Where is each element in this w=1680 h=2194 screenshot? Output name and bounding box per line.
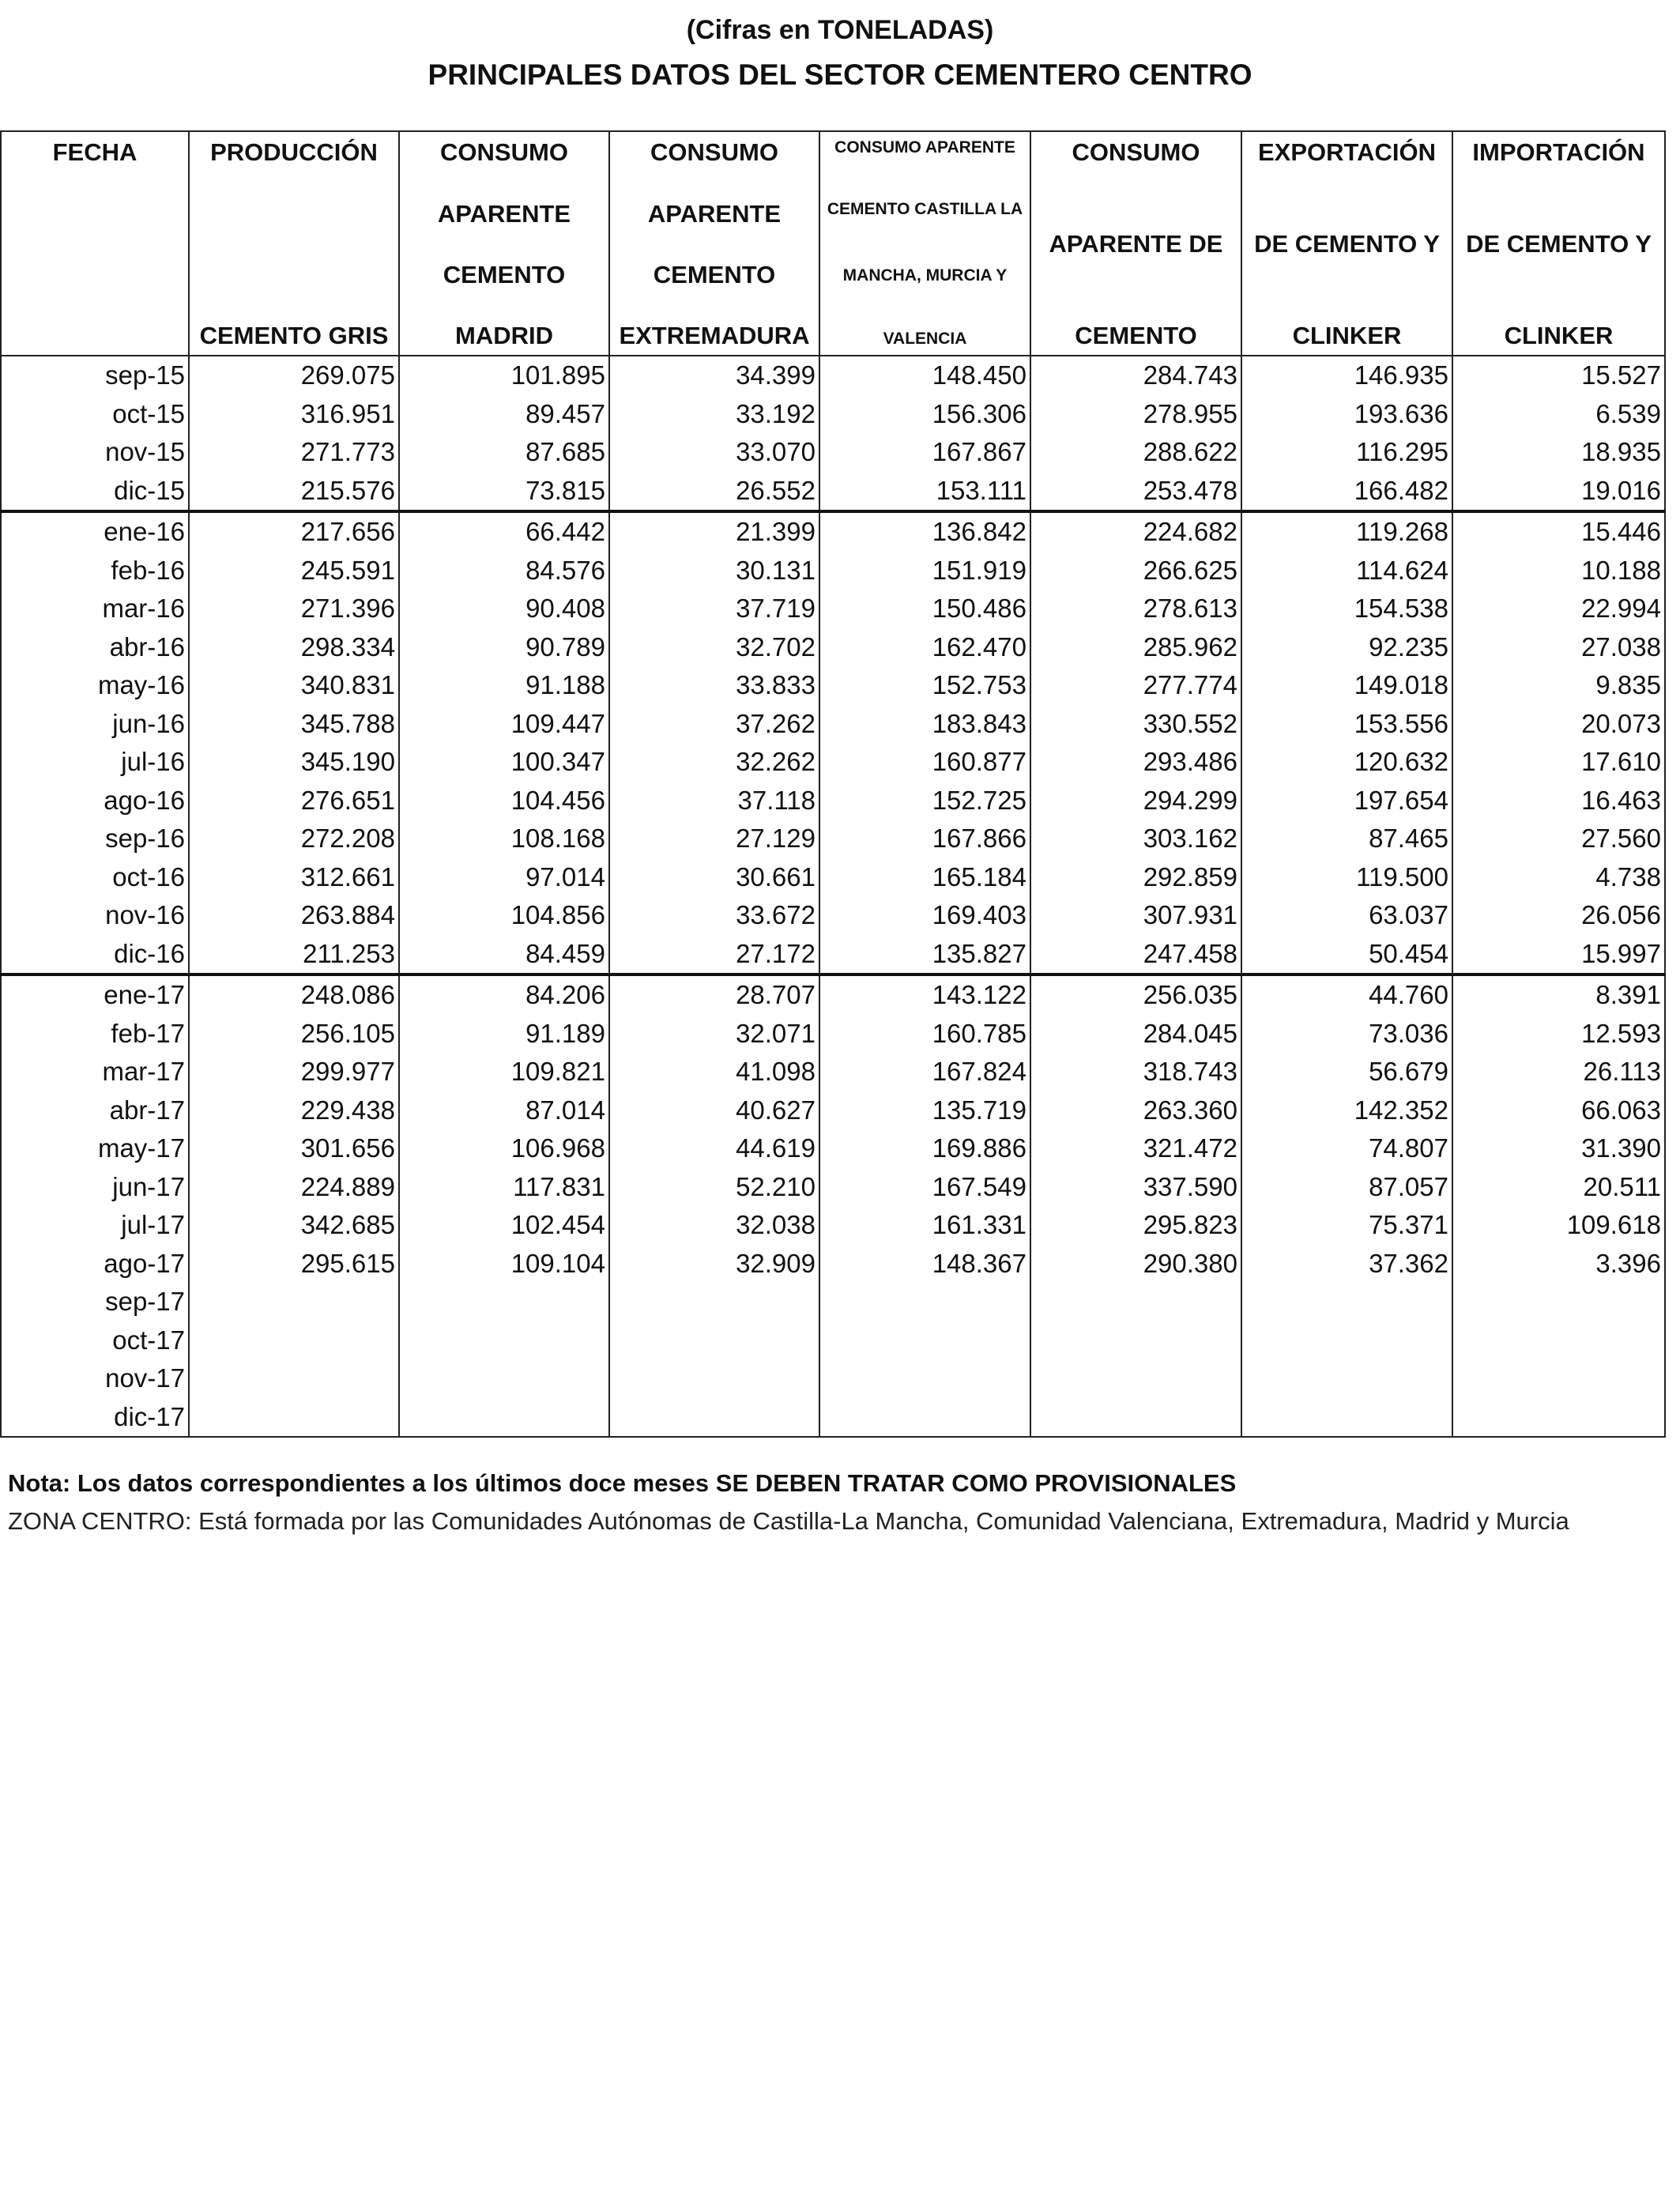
header-exportacion-line: DE CEMENTO Y (1254, 230, 1440, 258)
value-cell (189, 1283, 399, 1321)
value-cell: 108.168 (399, 820, 609, 858)
header-exportacion (1241, 131, 1452, 356)
value-cell: 18.935 (1452, 433, 1665, 472)
header-produccion-line: CEMENTO GRIS (199, 322, 389, 349)
date-cell: ago-16 (1, 782, 189, 820)
value-cell: 153.556 (1241, 705, 1452, 744)
value-cell: 166.482 (1241, 472, 1452, 512)
value-cell (819, 1283, 1030, 1321)
header-row (1, 131, 1665, 356)
value-cell: 27.038 (1452, 628, 1665, 667)
header-importacion-line: DE CEMENTO Y (1466, 230, 1652, 258)
date-cell: may-17 (1, 1129, 189, 1168)
value-cell: 28.707 (609, 974, 819, 1015)
value-cell: 87.685 (399, 433, 609, 472)
table-body (1, 356, 1665, 1437)
table-row (1, 1168, 1665, 1207)
value-cell: 92.235 (1241, 628, 1452, 667)
table-row (1, 1015, 1665, 1054)
table-row (1, 1321, 1665, 1360)
value-cell: 37.362 (1241, 1245, 1452, 1284)
value-cell: 150.486 (819, 590, 1030, 628)
header-consumo-extremadura-line: EXTREMADURA (619, 322, 810, 349)
value-cell (1030, 1398, 1241, 1438)
table-row (1, 896, 1665, 935)
value-cell: 148.450 (819, 356, 1030, 395)
value-cell: 52.210 (609, 1168, 819, 1207)
value-cell: 26.056 (1452, 896, 1665, 935)
value-cell (609, 1398, 819, 1438)
table-row (1, 782, 1665, 820)
value-cell: 44.619 (609, 1129, 819, 1168)
header-consumo-clm-line: VALENCIA (883, 330, 967, 348)
value-cell: 33.672 (609, 896, 819, 935)
date-cell: oct-17 (1, 1321, 189, 1360)
value-cell: 87.057 (1241, 1168, 1452, 1207)
table-row (1, 935, 1665, 975)
date-cell: jun-17 (1, 1168, 189, 1207)
value-cell: 247.458 (1030, 935, 1241, 975)
table-row (1, 743, 1665, 782)
value-cell: 295.615 (189, 1245, 399, 1284)
value-cell: 40.627 (609, 1091, 819, 1130)
value-cell: 276.651 (189, 782, 399, 820)
date-cell: oct-15 (1, 395, 189, 434)
value-cell (819, 1321, 1030, 1360)
value-cell: 303.162 (1030, 820, 1241, 858)
value-cell: 104.856 (399, 896, 609, 935)
value-cell: 37.262 (609, 705, 819, 744)
header-produccion (189, 131, 399, 356)
value-cell: 15.997 (1452, 935, 1665, 975)
value-cell: 50.454 (1241, 935, 1452, 975)
value-cell: 117.831 (399, 1168, 609, 1207)
value-cell: 152.725 (819, 782, 1030, 820)
value-cell: 293.486 (1030, 743, 1241, 782)
value-cell: 153.111 (819, 472, 1030, 512)
header-fecha-line: FECHA (52, 138, 137, 166)
value-cell: 312.661 (189, 858, 399, 897)
table-row (1, 472, 1665, 512)
value-cell: 6.539 (1452, 395, 1665, 434)
value-cell: 73.815 (399, 472, 609, 512)
date-cell: abr-16 (1, 628, 189, 667)
value-cell: 292.859 (1030, 858, 1241, 897)
header-consumo-clm-line: MANCHA, MURCIA Y (842, 266, 1008, 285)
value-cell: 156.306 (819, 395, 1030, 434)
value-cell: 307.931 (1030, 896, 1241, 935)
value-cell: 32.071 (609, 1015, 819, 1054)
date-cell: ene-17 (1, 974, 189, 1015)
value-cell: 169.886 (819, 1129, 1030, 1168)
value-cell: 32.702 (609, 628, 819, 667)
value-cell: 20.511 (1452, 1168, 1665, 1207)
date-cell: sep-16 (1, 820, 189, 858)
value-cell: 89.457 (399, 395, 609, 434)
value-cell: 142.352 (1241, 1091, 1452, 1130)
value-cell: 330.552 (1030, 705, 1241, 744)
value-cell: 116.295 (1241, 433, 1452, 472)
date-cell: feb-16 (1, 552, 189, 590)
date-cell: mar-16 (1, 590, 189, 628)
table-row (1, 628, 1665, 667)
header-consumo-clm-line: CEMENTO CASTILLA LA (827, 200, 1023, 218)
table-row (1, 858, 1665, 897)
value-cell: 84.206 (399, 974, 609, 1015)
value-cell: 119.268 (1241, 511, 1452, 552)
value-cell: 41.098 (609, 1053, 819, 1091)
value-cell: 10.188 (1452, 552, 1665, 590)
value-cell (399, 1283, 609, 1321)
value-cell: 253.478 (1030, 472, 1241, 512)
value-cell: 197.654 (1241, 782, 1452, 820)
table-row (1, 552, 1665, 590)
value-cell: 288.622 (1030, 433, 1241, 472)
header-consumo-madrid-line: MADRID (455, 322, 553, 349)
value-cell: 167.824 (819, 1053, 1030, 1091)
value-cell: 263.884 (189, 896, 399, 935)
date-cell: mar-17 (1, 1053, 189, 1091)
table-row (1, 974, 1665, 1015)
value-cell: 120.632 (1241, 743, 1452, 782)
value-cell: 149.018 (1241, 666, 1452, 705)
value-cell: 73.036 (1241, 1015, 1452, 1054)
date-cell: nov-15 (1, 433, 189, 472)
table-row (1, 1129, 1665, 1168)
value-cell: 16.463 (1452, 782, 1665, 820)
header-consumo-aparente (1030, 131, 1241, 356)
value-cell: 345.788 (189, 705, 399, 744)
header-consumo-madrid-line: CONSUMO (440, 138, 568, 166)
value-cell: 27.129 (609, 820, 819, 858)
value-cell: 12.593 (1452, 1015, 1665, 1054)
value-cell (1241, 1359, 1452, 1398)
table-row (1, 395, 1665, 434)
date-cell: ago-17 (1, 1245, 189, 1284)
value-cell: 26.552 (609, 472, 819, 512)
value-cell: 256.035 (1030, 974, 1241, 1015)
value-cell (399, 1359, 609, 1398)
value-cell: 30.661 (609, 858, 819, 897)
value-cell: 248.086 (189, 974, 399, 1015)
value-cell: 20.073 (1452, 705, 1665, 744)
value-cell: 26.113 (1452, 1053, 1665, 1091)
data-table-container (0, 130, 1664, 1438)
value-cell: 272.208 (189, 820, 399, 858)
value-cell: 84.576 (399, 552, 609, 590)
value-cell: 119.500 (1241, 858, 1452, 897)
value-cell: 316.951 (189, 395, 399, 434)
value-cell: 160.877 (819, 743, 1030, 782)
header-produccion-line: PRODUCCIÓN (210, 138, 378, 166)
value-cell: 9.835 (1452, 666, 1665, 705)
value-cell: 152.753 (819, 666, 1030, 705)
value-cell: 4.738 (1452, 858, 1665, 897)
value-cell: 294.299 (1030, 782, 1241, 820)
header-consumo-extremadura-line: CONSUMO (650, 138, 778, 166)
table-row (1, 1091, 1665, 1130)
value-cell: 167.549 (819, 1168, 1030, 1207)
date-cell: nov-16 (1, 896, 189, 935)
value-cell: 183.843 (819, 705, 1030, 744)
date-cell: dic-16 (1, 935, 189, 975)
value-cell (609, 1321, 819, 1360)
value-cell (819, 1359, 1030, 1398)
value-cell (399, 1321, 609, 1360)
table-row (1, 1245, 1665, 1284)
value-cell: 109.618 (1452, 1206, 1665, 1245)
value-cell: 299.977 (189, 1053, 399, 1091)
value-cell: 91.189 (399, 1015, 609, 1054)
date-cell: may-16 (1, 666, 189, 705)
value-cell: 90.408 (399, 590, 609, 628)
value-cell: 87.014 (399, 1091, 609, 1130)
date-cell: jul-17 (1, 1206, 189, 1245)
value-cell: 245.591 (189, 552, 399, 590)
value-cell: 66.442 (399, 511, 609, 552)
value-cell: 104.456 (399, 782, 609, 820)
value-cell: 32.038 (609, 1206, 819, 1245)
value-cell: 167.866 (819, 820, 1030, 858)
table-row (1, 666, 1665, 705)
value-cell (1452, 1283, 1665, 1321)
table-row (1, 1359, 1665, 1398)
value-cell: 135.827 (819, 935, 1030, 975)
header-consumo-extremadura (609, 131, 819, 356)
date-cell: ene-16 (1, 511, 189, 552)
header-consumo-madrid-line: CEMENTO (443, 261, 566, 288)
value-cell: 15.527 (1452, 356, 1665, 395)
table-row (1, 1283, 1665, 1321)
value-cell: 263.360 (1030, 1091, 1241, 1130)
header-consumo-aparente-line: CONSUMO (1072, 138, 1200, 166)
value-cell: 193.636 (1241, 395, 1452, 434)
value-cell: 74.807 (1241, 1129, 1452, 1168)
date-cell: oct-16 (1, 858, 189, 897)
value-cell: 169.403 (819, 896, 1030, 935)
value-cell: 301.656 (189, 1129, 399, 1168)
value-cell: 21.399 (609, 511, 819, 552)
value-cell: 278.955 (1030, 395, 1241, 434)
value-cell: 33.192 (609, 395, 819, 434)
header-consumo-clm-murcia-valencia (819, 131, 1030, 356)
value-cell: 32.262 (609, 743, 819, 782)
value-cell (1241, 1321, 1452, 1360)
value-cell: 285.962 (1030, 628, 1241, 667)
page-subtitle: (Cifras en TONELADAS) (686, 15, 994, 45)
value-cell: 100.347 (399, 743, 609, 782)
value-cell (609, 1283, 819, 1321)
value-cell: 114.624 (1241, 552, 1452, 590)
value-cell: 90.789 (399, 628, 609, 667)
value-cell: 56.679 (1241, 1053, 1452, 1091)
value-cell (1452, 1359, 1665, 1398)
cement-data-table (0, 130, 1666, 1438)
value-cell: 146.935 (1241, 356, 1452, 395)
value-cell (1241, 1398, 1452, 1438)
date-cell: jun-16 (1, 705, 189, 744)
value-cell: 91.188 (399, 666, 609, 705)
value-cell: 337.590 (1030, 1168, 1241, 1207)
table-row (1, 1053, 1665, 1091)
value-cell: 318.743 (1030, 1053, 1241, 1091)
table-row (1, 433, 1665, 472)
value-cell: 266.625 (1030, 552, 1241, 590)
value-cell: 31.390 (1452, 1129, 1665, 1168)
value-cell: 321.472 (1030, 1129, 1241, 1168)
value-cell: 33.070 (609, 433, 819, 472)
date-cell: abr-17 (1, 1091, 189, 1130)
header-importacion (1452, 131, 1665, 356)
table-row (1, 511, 1665, 552)
value-cell (189, 1321, 399, 1360)
header-consumo-madrid-line: APARENTE (437, 200, 571, 228)
header-exportacion-line: EXPORTACIÓN (1257, 138, 1437, 166)
value-cell: 277.774 (1030, 666, 1241, 705)
table-row (1, 590, 1665, 628)
value-cell: 342.685 (189, 1206, 399, 1245)
value-cell: 135.719 (819, 1091, 1030, 1130)
value-cell: 229.438 (189, 1091, 399, 1130)
value-cell: 63.037 (1241, 896, 1452, 935)
value-cell: 87.465 (1241, 820, 1452, 858)
header-fecha (1, 131, 189, 356)
value-cell (399, 1398, 609, 1438)
value-cell (819, 1398, 1030, 1438)
value-cell: 66.063 (1452, 1091, 1665, 1130)
header-consumo-extremadura-line: CEMENTO (653, 261, 776, 288)
value-cell: 143.122 (819, 974, 1030, 1015)
value-cell: 136.842 (819, 511, 1030, 552)
date-cell: dic-17 (1, 1398, 189, 1438)
value-cell: 3.396 (1452, 1245, 1665, 1284)
header-importacion-line: IMPORTACIÓN (1472, 138, 1645, 166)
header-consumo-extremadura-line: APARENTE (647, 200, 782, 228)
value-cell: 162.470 (819, 628, 1030, 667)
value-cell: 75.371 (1241, 1206, 1452, 1245)
header-exportacion-line: CLINKER (1292, 322, 1402, 349)
value-cell: 165.184 (819, 858, 1030, 897)
value-cell: 37.118 (609, 782, 819, 820)
zona-centro-note: ZONA CENTRO: Está formada por las Comunidades Autónomas de Castilla-La Mancha, Comunidad Valenciana, Extremadura, Madrid y Murcia (8, 1507, 1569, 1535)
value-cell: 340.831 (189, 666, 399, 705)
value-cell: 284.045 (1030, 1015, 1241, 1054)
value-cell (609, 1359, 819, 1398)
value-cell: 37.719 (609, 590, 819, 628)
value-cell (189, 1359, 399, 1398)
date-cell: sep-17 (1, 1283, 189, 1321)
value-cell: 290.380 (1030, 1245, 1241, 1284)
value-cell (1030, 1359, 1241, 1398)
table-row (1, 1398, 1665, 1438)
value-cell: 34.399 (609, 356, 819, 395)
value-cell: 27.560 (1452, 820, 1665, 858)
value-cell (1030, 1283, 1241, 1321)
value-cell: 256.105 (189, 1015, 399, 1054)
value-cell: 161.331 (819, 1206, 1030, 1245)
value-cell: 271.773 (189, 433, 399, 472)
value-cell: 215.576 (189, 472, 399, 512)
value-cell: 8.391 (1452, 974, 1665, 1015)
value-cell: 97.014 (399, 858, 609, 897)
value-cell: 22.994 (1452, 590, 1665, 628)
value-cell: 106.968 (399, 1129, 609, 1168)
value-cell: 109.447 (399, 705, 609, 744)
value-cell: 109.821 (399, 1053, 609, 1091)
value-cell: 148.367 (819, 1245, 1030, 1284)
value-cell: 33.833 (609, 666, 819, 705)
value-cell: 19.016 (1452, 472, 1665, 512)
value-cell: 160.785 (819, 1015, 1030, 1054)
table-row (1, 1206, 1665, 1245)
value-cell: 101.895 (399, 356, 609, 395)
value-cell: 32.909 (609, 1245, 819, 1284)
value-cell (1030, 1321, 1241, 1360)
table-row (1, 356, 1665, 395)
value-cell: 154.538 (1241, 590, 1452, 628)
provisional-note: Nota: Los datos correspondientes a los últimos doce meses SE DEBEN TRATAR COMO PROVISIONALES (8, 1469, 1237, 1497)
table-row (1, 705, 1665, 744)
value-cell: 269.075 (189, 356, 399, 395)
header-consumo-aparente-line: CEMENTO (1075, 322, 1197, 349)
value-cell: 109.104 (399, 1245, 609, 1284)
value-cell: 211.253 (189, 935, 399, 975)
value-cell: 44.760 (1241, 974, 1452, 1015)
value-cell: 102.454 (399, 1206, 609, 1245)
value-cell: 295.823 (1030, 1206, 1241, 1245)
header-importacion-line: CLINKER (1504, 322, 1614, 349)
value-cell (1241, 1283, 1452, 1321)
value-cell: 224.889 (189, 1168, 399, 1207)
date-cell: nov-17 (1, 1359, 189, 1398)
date-cell: feb-17 (1, 1015, 189, 1054)
value-cell: 15.446 (1452, 511, 1665, 552)
value-cell: 298.334 (189, 628, 399, 667)
value-cell: 217.656 (189, 511, 399, 552)
value-cell: 345.190 (189, 743, 399, 782)
value-cell (1452, 1321, 1665, 1360)
value-cell: 271.396 (189, 590, 399, 628)
value-cell (1452, 1398, 1665, 1438)
date-cell: dic-15 (1, 472, 189, 512)
date-cell: sep-15 (1, 356, 189, 395)
value-cell: 30.131 (609, 552, 819, 590)
value-cell: 27.172 (609, 935, 819, 975)
header-consumo-aparente-line: APARENTE DE (1049, 230, 1223, 258)
value-cell: 84.459 (399, 935, 609, 975)
header-consumo-madrid (399, 131, 609, 356)
value-cell: 151.919 (819, 552, 1030, 590)
value-cell: 284.743 (1030, 356, 1241, 395)
table-row (1, 820, 1665, 858)
page-title: PRINCIPALES DATOS DEL SECTOR CEMENTERO CENTRO (428, 58, 1252, 91)
header-consumo-clm-line: CONSUMO APARENTE (834, 138, 1015, 156)
value-cell (189, 1398, 399, 1438)
date-cell: jul-16 (1, 743, 189, 782)
value-cell: 278.613 (1030, 590, 1241, 628)
value-cell: 167.867 (819, 433, 1030, 472)
value-cell: 17.610 (1452, 743, 1665, 782)
value-cell: 224.682 (1030, 511, 1241, 552)
